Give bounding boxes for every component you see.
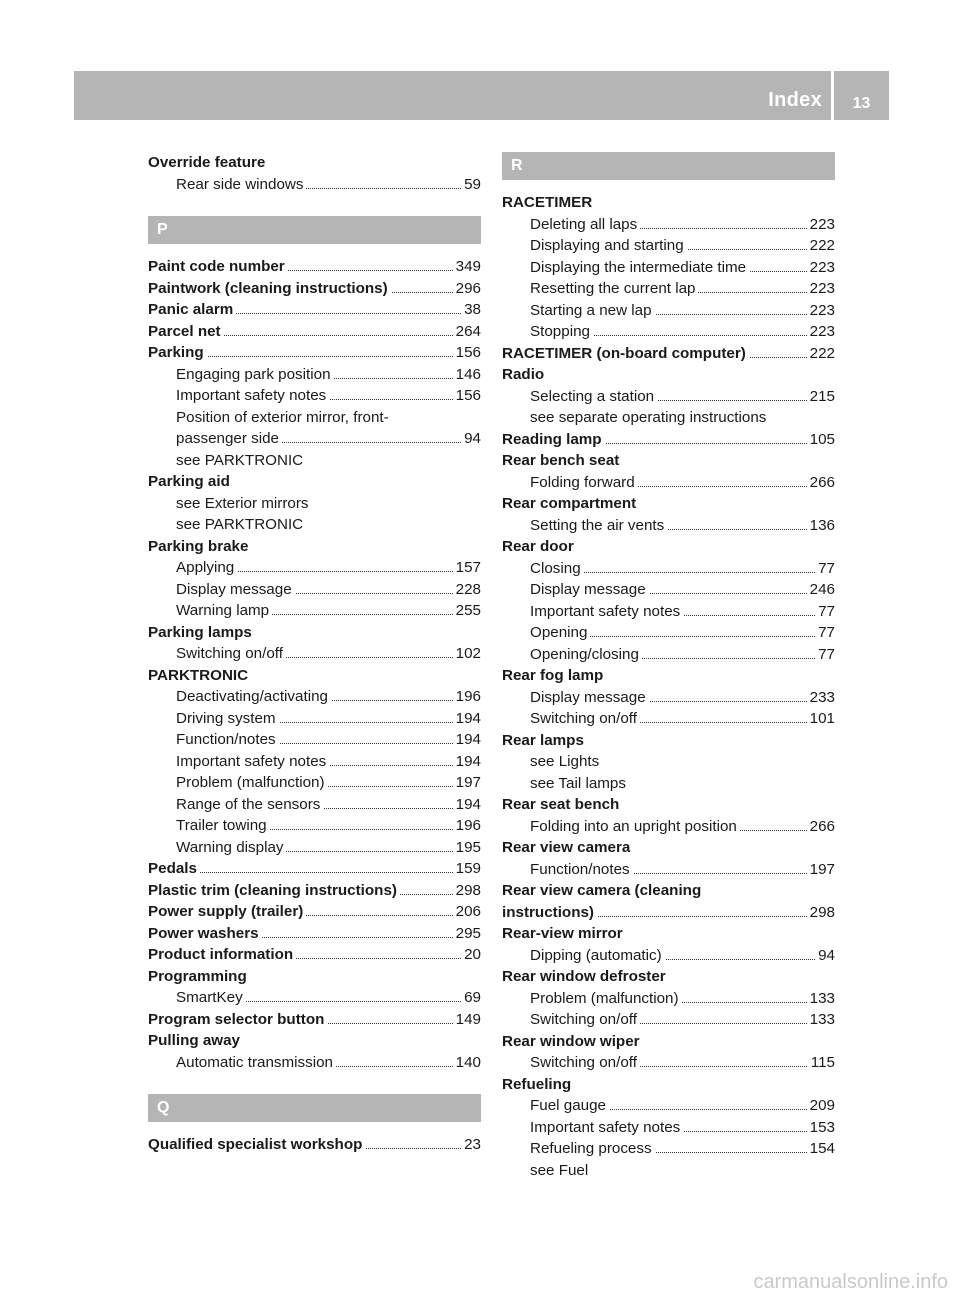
page-reference: 77 — [815, 622, 835, 644]
index-entry — [502, 536, 835, 558]
index-subentry — [176, 772, 481, 794]
page-reference: 223 — [807, 278, 835, 300]
index-entry — [148, 901, 481, 923]
entry-text: Rear-view mirror — [502, 925, 626, 942]
entry-text: Program selector button — [148, 1011, 327, 1028]
entry-text: Problem (malfunction) — [176, 774, 328, 791]
index-entry — [502, 665, 835, 687]
entry-text: SmartKey — [176, 989, 246, 1006]
index-subentry — [530, 386, 835, 408]
index-subentry — [530, 751, 835, 773]
entry-text: Stopping — [530, 323, 593, 340]
section-spacer — [148, 195, 481, 216]
index-subentry — [176, 385, 481, 407]
page-reference: 222 — [807, 235, 835, 257]
page-reference: 233 — [807, 687, 835, 709]
page-reference: 159 — [453, 858, 481, 880]
entry-text: Product information — [148, 946, 296, 963]
entry-text: Panic alarm — [148, 301, 236, 318]
index-entry — [502, 429, 835, 451]
entry-text: see Exterior mirrors — [176, 495, 312, 512]
index-entry — [148, 278, 481, 300]
entry-text: Opening/closing — [530, 646, 642, 663]
index-entry — [148, 1009, 481, 1031]
entry-text: Qualified specialist workshop — [148, 1136, 365, 1153]
entry-text: Important safety notes — [176, 387, 329, 404]
page-reference: 206 — [453, 901, 481, 923]
entry-text: Problem (malfunction) — [530, 990, 682, 1007]
index-entry — [148, 966, 481, 988]
entry-text: Fuel gauge — [530, 1097, 609, 1114]
entry-text: Rear side windows — [176, 176, 306, 193]
page-reference: 133 — [807, 988, 835, 1010]
index-entry — [148, 536, 481, 558]
page-reference: 38 — [461, 299, 481, 321]
index-subentry — [530, 300, 835, 322]
entry-text: Dipping (automatic) — [530, 947, 665, 964]
page-reference: 197 — [807, 859, 835, 881]
entry-text: Refueling process — [530, 1140, 655, 1157]
page-reference: 266 — [807, 816, 835, 838]
index-subentry — [530, 988, 835, 1010]
entry-text: Display message — [530, 689, 649, 706]
index-subentry — [176, 579, 481, 601]
entry-text: Pedals — [148, 860, 200, 877]
page-reference: 133 — [807, 1009, 835, 1031]
entry-text: RACETIMER (on-board computer) — [502, 345, 749, 362]
index-subentry — [530, 515, 835, 537]
index-subentry — [176, 643, 481, 665]
index-entry — [148, 321, 481, 343]
index-subentry — [176, 364, 481, 386]
entry-text: Parking brake — [148, 538, 251, 555]
page-reference: 101 — [807, 708, 835, 730]
index-entry — [148, 1030, 481, 1052]
page-reference: 69 — [461, 987, 481, 1009]
index-entry — [148, 299, 481, 321]
page-reference: 246 — [807, 579, 835, 601]
index-subentry — [176, 751, 481, 773]
page-reference: 195 — [453, 837, 481, 859]
page-reference: 196 — [453, 815, 481, 837]
index-subentry — [176, 514, 481, 536]
page-reference: 77 — [815, 558, 835, 580]
index-subentry — [530, 321, 835, 343]
page-reference: 194 — [453, 729, 481, 751]
index-subentry — [176, 708, 481, 730]
entry-text: Deactivating/activating — [176, 688, 331, 705]
entry-text: Trailer towing — [176, 817, 270, 834]
index-entry — [502, 923, 835, 945]
index-subentry — [176, 837, 481, 859]
page-reference: 349 — [453, 256, 481, 278]
entry-text: Plastic trim (cleaning instructions) — [148, 882, 400, 899]
page-reference: 228 — [453, 579, 481, 601]
index-entry — [148, 923, 481, 945]
page-reference: 153 — [807, 1117, 835, 1139]
index-subentry — [530, 1117, 835, 1139]
page-reference: 196 — [453, 686, 481, 708]
entry-text: Reading lamp — [502, 431, 605, 448]
entry-text: passenger side — [176, 430, 282, 447]
entry-text: Rear view camera (cleaning — [502, 882, 704, 899]
index-subentry — [176, 428, 481, 450]
index-entry — [148, 880, 481, 902]
index-subentry — [176, 987, 481, 1009]
index-subentry — [530, 687, 835, 709]
page-reference: 298 — [807, 902, 835, 924]
page-reference: 146 — [453, 364, 481, 386]
index-subentry — [176, 450, 481, 472]
page-reference: 77 — [815, 601, 835, 623]
section-spacer — [148, 1073, 481, 1094]
index-subentry — [530, 278, 835, 300]
entry-text: Important safety notes — [530, 1119, 683, 1136]
index-subentry — [176, 174, 481, 196]
entry-text: Display message — [176, 581, 295, 598]
index-entry — [502, 493, 835, 515]
index-entry — [502, 1074, 835, 1096]
entry-text: Important safety notes — [530, 603, 683, 620]
entry-text: Warning lamp — [176, 602, 272, 619]
entry-text: Power supply (trailer) — [148, 903, 306, 920]
entry-text: Radio — [502, 366, 547, 383]
entry-text: Opening — [530, 624, 590, 641]
page-reference: 94 — [815, 945, 835, 967]
page-reference: 215 — [807, 386, 835, 408]
index-subentry — [530, 1138, 835, 1160]
index-subentry — [176, 600, 481, 622]
entry-text: see Fuel — [530, 1162, 591, 1179]
page-reference: 295 — [453, 923, 481, 945]
entry-text: Switching on/off — [530, 710, 640, 727]
index-subentry — [176, 493, 481, 515]
page-reference: 223 — [807, 257, 835, 279]
index-subentry — [176, 815, 481, 837]
index-subentry — [530, 472, 835, 494]
index-entry — [148, 622, 481, 644]
entry-text: see Lights — [530, 753, 602, 770]
entry-text: Resetting the current lap — [530, 280, 698, 297]
entry-text: Switching on/off — [530, 1054, 640, 1071]
index-entry — [148, 152, 481, 174]
index-subentry — [530, 859, 835, 881]
entry-text: Rear window defroster — [502, 968, 669, 985]
index-entry — [148, 858, 481, 880]
index-column-right — [502, 152, 835, 1181]
page-header — [74, 71, 889, 120]
page-reference: 149 — [453, 1009, 481, 1031]
entry-text: Closing — [530, 560, 584, 577]
index-subentry — [530, 1009, 835, 1031]
index-subentry — [530, 579, 835, 601]
entry-text: Engaging park position — [176, 366, 334, 383]
index-subentry — [530, 407, 835, 429]
entry-text: Parking aid — [148, 473, 233, 490]
page-reference: 23 — [461, 1134, 481, 1156]
entry-text: see PARKTRONIC — [176, 452, 306, 469]
page-reference: 264 — [453, 321, 481, 343]
index-subentry — [176, 686, 481, 708]
index-subentry — [530, 773, 835, 795]
entry-text: PARKTRONIC — [148, 667, 251, 684]
index-subentry — [530, 214, 835, 236]
index-entry — [148, 256, 481, 278]
entry-text: Function/notes — [530, 861, 633, 878]
page-reference: 197 — [453, 772, 481, 794]
entry-text: Pulling away — [148, 1032, 243, 1049]
page-reference: 209 — [807, 1095, 835, 1117]
entry-text: see Tail lamps — [530, 775, 629, 792]
entry-text: Paint code number — [148, 258, 288, 275]
index-entry — [148, 342, 481, 364]
index-subentry — [530, 708, 835, 730]
page-reference: 105 — [807, 429, 835, 451]
entry-text: Parking — [148, 344, 207, 361]
index-subentry — [530, 601, 835, 623]
index-column-left — [148, 152, 481, 1156]
entry-text: Position of exterior mirror, front- — [176, 409, 392, 426]
entry-text: RACETIMER — [502, 194, 595, 211]
entry-text: see separate operating instructions — [530, 409, 769, 426]
index-entry — [502, 730, 835, 752]
index-entry — [148, 944, 481, 966]
entry-text: Folding into an upright position — [530, 818, 740, 835]
entry-text: Switching on/off — [530, 1011, 640, 1028]
page-reference: 194 — [453, 708, 481, 730]
page-reference: 194 — [453, 751, 481, 773]
page-reference: 194 — [453, 794, 481, 816]
index-entry — [502, 966, 835, 988]
entry-text: Starting a new lap — [530, 302, 655, 319]
page-reference: 223 — [807, 321, 835, 343]
index-subentry — [530, 1052, 835, 1074]
index-entry — [148, 665, 481, 687]
index-subentry — [176, 557, 481, 579]
page-reference: 77 — [815, 644, 835, 666]
index-entry — [502, 794, 835, 816]
entry-text: Programming — [148, 968, 250, 985]
page-reference: 115 — [808, 1052, 835, 1074]
index-subentry — [530, 1095, 835, 1117]
index-entry — [502, 902, 835, 924]
entry-text: Function/notes — [176, 731, 279, 748]
entry-text: Rear compartment — [502, 495, 639, 512]
index-subentry — [530, 1160, 835, 1182]
entry-text: Switching on/off — [176, 645, 286, 662]
section-header: R — [502, 152, 835, 180]
page-reference: 156 — [453, 385, 481, 407]
section-header: Q — [148, 1094, 481, 1122]
page-reference: 59 — [461, 174, 481, 196]
entry-text: Rear view camera — [502, 839, 633, 856]
entry-text: Range of the sensors — [176, 796, 323, 813]
index-entry — [502, 364, 835, 386]
entry-text: Automatic transmission — [176, 1054, 336, 1071]
entry-text: Rear lamps — [502, 732, 587, 749]
header-title: Index — [768, 89, 822, 111]
page-reference: 140 — [453, 1052, 481, 1074]
index-subentry — [176, 729, 481, 751]
index-entry — [502, 192, 835, 214]
index-subentry — [530, 644, 835, 666]
page-reference: 94 — [461, 428, 481, 450]
index-subentry — [530, 257, 835, 279]
entry-text: Rear fog lamp — [502, 667, 606, 684]
index-subentry — [530, 945, 835, 967]
entry-text: Setting the air vents — [530, 517, 667, 534]
page-number: 13 — [852, 95, 871, 112]
entry-text: Paintwork (cleaning instructions) — [148, 280, 391, 297]
index-subentry — [530, 622, 835, 644]
entry-text: Warning display — [176, 839, 286, 856]
index-entry — [148, 471, 481, 493]
section-header: P — [148, 216, 481, 244]
index-subentry — [530, 816, 835, 838]
index-subentry — [176, 1052, 481, 1074]
entry-text: Parcel net — [148, 323, 224, 340]
entry-text: Important safety notes — [176, 753, 329, 770]
index-entry — [148, 1134, 481, 1156]
index-subentry — [530, 558, 835, 580]
index-entry — [502, 450, 835, 472]
page-reference: 20 — [461, 944, 481, 966]
page-reference: 223 — [807, 214, 835, 236]
entry-text: Driving system — [176, 710, 279, 727]
entry-text: Rear bench seat — [502, 452, 622, 469]
index-entry — [502, 343, 835, 365]
entry-text: Refueling — [502, 1076, 574, 1093]
page-reference: 154 — [807, 1138, 835, 1160]
entry-text: Displaying and starting — [530, 237, 687, 254]
entry-text: see PARKTRONIC — [176, 516, 306, 533]
index-entry — [502, 1031, 835, 1053]
entry-text: Selecting a station — [530, 388, 657, 405]
entry-text: Parking lamps — [148, 624, 255, 641]
page-reference: 136 — [807, 515, 835, 537]
entry-text: Displaying the intermediate time — [530, 259, 749, 276]
index-entry — [502, 880, 835, 902]
page-reference: 156 — [453, 342, 481, 364]
page-reference: 222 — [807, 343, 835, 365]
page-reference: 298 — [453, 880, 481, 902]
index-subentry — [176, 794, 481, 816]
index-subentry — [530, 235, 835, 257]
entry-text: Deleting all laps — [530, 216, 640, 233]
watermark: carmanualsonline.info — [753, 1271, 948, 1293]
entry-text: Display message — [530, 581, 649, 598]
page-reference: 223 — [807, 300, 835, 322]
entry-text: Rear door — [502, 538, 577, 555]
index-subentry — [176, 407, 481, 429]
page-reference: 157 — [453, 557, 481, 579]
entry-text: instructions) — [502, 904, 597, 921]
page-reference: 296 — [453, 278, 481, 300]
entry-text: Applying — [176, 559, 237, 576]
page-reference: 255 — [453, 600, 481, 622]
page-reference: 266 — [807, 472, 835, 494]
page-reference: 102 — [453, 643, 481, 665]
index-entry — [502, 837, 835, 859]
entry-text: Power washers — [148, 925, 262, 942]
entry-text: Rear seat bench — [502, 796, 622, 813]
entry-text: Override feature — [148, 154, 268, 171]
entry-text: Rear window wiper — [502, 1033, 643, 1050]
entry-text: Folding forward — [530, 474, 638, 491]
